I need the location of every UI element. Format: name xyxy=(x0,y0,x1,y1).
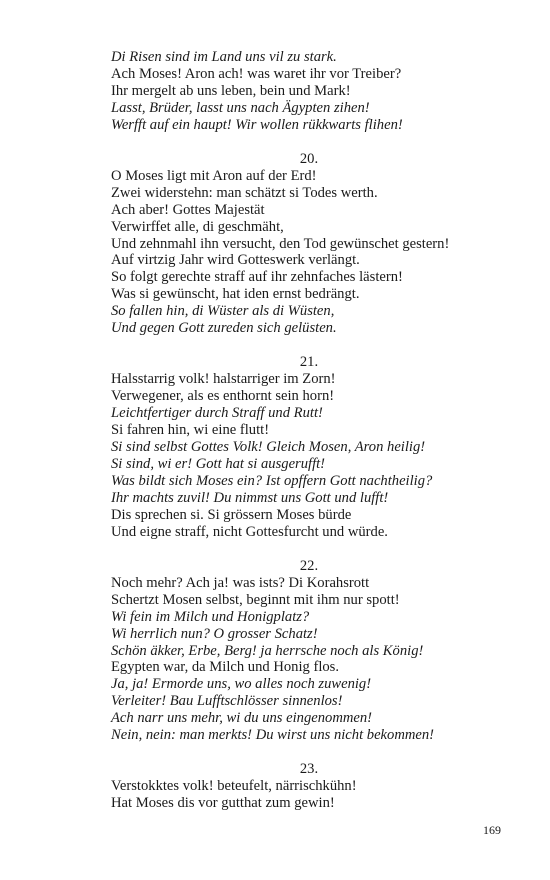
stanza-number: 22. xyxy=(299,557,319,574)
verse-line: Schertzt Mosen selbst, beginnt mit ihm nur spott! xyxy=(111,591,400,608)
page-number: 169 xyxy=(483,823,501,837)
verse-line: Werfft auf ein haupt! Wir wollen rükkwarts flihen! xyxy=(111,116,403,133)
verse-line: Verwirffet alle, di geschmäht, xyxy=(111,218,284,235)
verse-line: Ach narr uns mehr, wi du uns eingenommen! xyxy=(111,710,373,727)
verse-line: Dis sprechen si. Si grössern Moses bürde xyxy=(111,506,352,523)
verse-line: Si sind, wi er! Gott hat si ausgerufft! xyxy=(111,455,326,472)
verse-line: Si fahren hin, wi eine flutt! xyxy=(111,422,270,439)
stanza-20 xyxy=(111,151,511,337)
verse-line: O Moses ligt mit Aron auf der Erd! xyxy=(111,167,317,184)
verse-line: Noch mehr? Ach ja! was ists? Di Korahsrott xyxy=(111,574,370,591)
verse-line: Und zehnmahl ihn versucht, den Tod gewünschet gestern! xyxy=(111,235,450,252)
verse-line: Di Risen sind im Land uns vil zu stark. xyxy=(111,49,337,65)
verse-line: Was si gewünscht, hat iden ernst bedrängt. xyxy=(111,286,360,303)
verse-line: Hat Moses dis vor gutthat zum gewin! xyxy=(111,795,335,812)
verse-line: Halsstarrig volk! halstarriger im Zorn! xyxy=(111,371,336,388)
stanza-number: 20. xyxy=(299,150,319,167)
verse-line: Ihr mergelt ab uns leben, bein und Mark! xyxy=(111,82,351,99)
verse-line: So fallen hin, di Wüster als di Wüsten, xyxy=(111,303,335,320)
stanza-19-continuation xyxy=(111,49,511,134)
stanza-number: 23. xyxy=(299,761,319,778)
verse-line: Wi fein im Milch und Honigplatz? xyxy=(111,608,310,625)
verse-line: Was bildt sich Moses ein? Ist opffern Gott nachtheilig? xyxy=(111,472,433,489)
verse-line: Ihr machts zuvil! Du nimmst uns Gott und lufft! xyxy=(111,489,389,506)
verse-line: Wi herrlich nun? O grosser Schatz! xyxy=(111,625,318,642)
verse-line: Und eigne straff, nicht Gottesfurcht und würde. xyxy=(111,523,388,540)
verse-line: Nein, nein: man merkts! Du wirst uns nicht bekommen! xyxy=(111,727,435,744)
verse-line: Si sind selbst Gottes Volk! Gleich Mosen, Aron heilig! xyxy=(111,439,426,456)
verse-line: Egypten war, da Milch und Honig flos. xyxy=(111,659,340,676)
verse-line: Verstokktes volk! beteufelt, närrischkühn! xyxy=(111,778,357,795)
verse-line: Auf virtzig Jahr wird Gotteswerk verlängt. xyxy=(111,252,360,269)
verse-line: So folgt gerechte straff auf ihr zehnfaches lästern! xyxy=(111,269,403,286)
verse-line: Verwegener, als es enthornt sein horn! xyxy=(111,388,335,405)
verse-line: Schön äkker, Erbe, Berg! ja herrsche noch als König! xyxy=(111,642,424,659)
verse-line: Verleiter! Bau Lufftschlösser sinnenlos! xyxy=(111,693,343,710)
stanza-21 xyxy=(111,354,511,540)
stanza-number: 21. xyxy=(299,354,319,371)
stanza-22 xyxy=(111,558,511,744)
poem-text xyxy=(111,49,511,812)
verse-line: Und gegen Gott zureden sich gelüsten. xyxy=(111,320,337,337)
stanza-23 xyxy=(111,761,511,812)
verse-line: Lasst, Brüder, lasst uns nach Ägypten zihen! xyxy=(111,99,370,116)
verse-line: Leichtfertiger durch Straff und Rutt! xyxy=(111,405,323,422)
verse-line: Ja, ja! Ermorde uns, wo alles noch zuwenig! xyxy=(111,676,372,693)
verse-line: Ach aber! Gottes Majestät xyxy=(111,201,265,218)
verse-line: Ach Moses! Aron ach! was waret ihr vor Treiber? xyxy=(111,65,402,82)
verse-line: Zwei widerstehn: man schätzt si Todes werth. xyxy=(111,184,378,201)
